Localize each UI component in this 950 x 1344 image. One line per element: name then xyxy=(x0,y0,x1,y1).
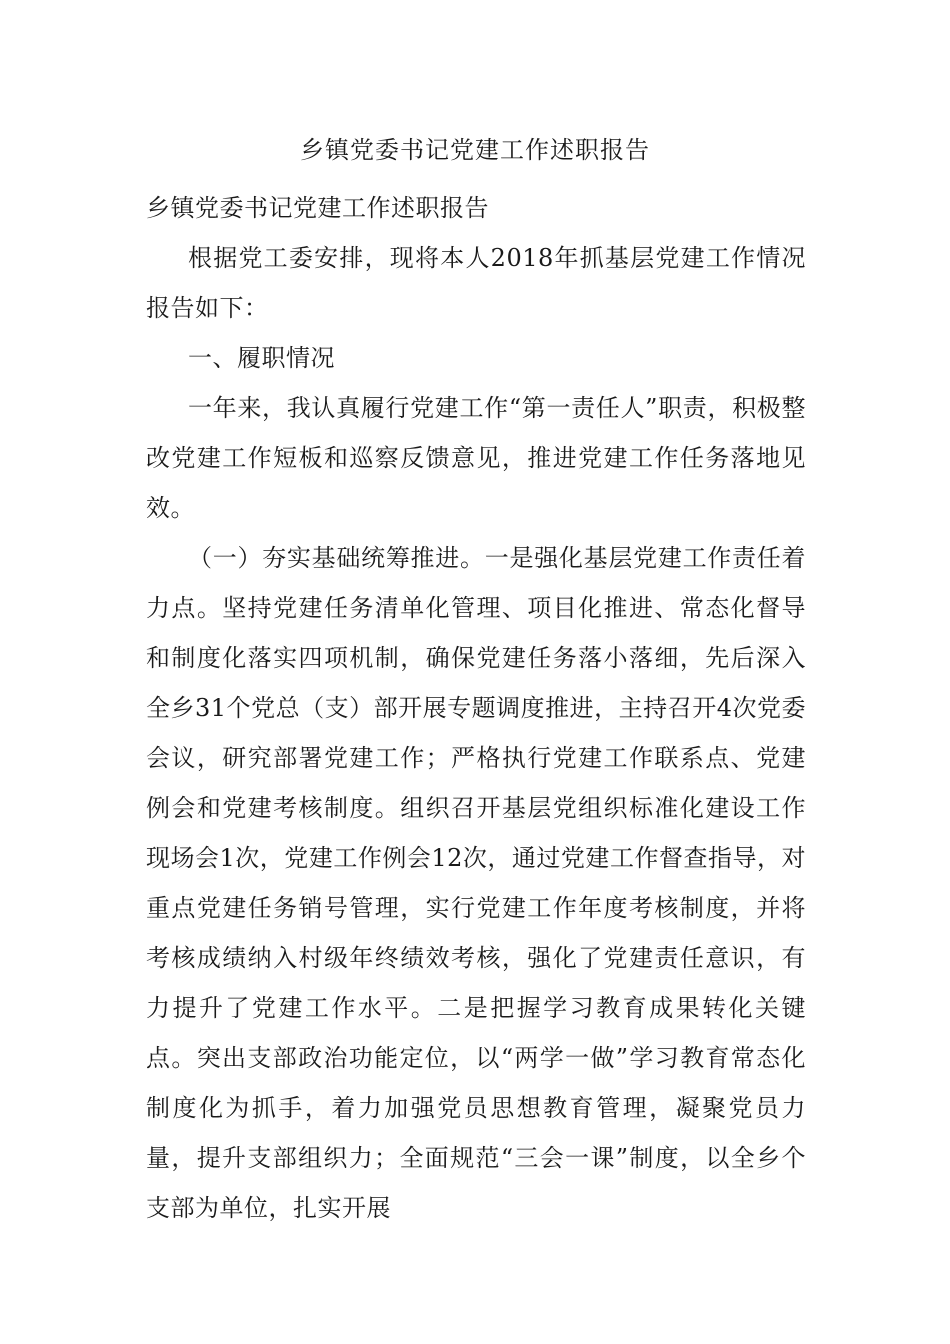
paragraph-intro: 根据党工委安排，现将本人2018年抓基层党建工作情况报告如下： xyxy=(146,244,806,322)
paragraph-detail: （一）夯实基础统筹推进。一是强化基层党建工作责任着力点。坚持党建任务清单化管理、项目化推进、常态化督导和制度化落实四项机制，确保党建任务落小落细，先后深入全乡31个党总（支）部开展专题调度推进，主持召开4次党委会议，研究部署党建工作；严格执行党建工作联系点、党建例会和党建考核制度。组织召开基层党组织标准化建设工作现场会1次，党建工作例会12次，通过党建工作督查指导，对重点党建任务销号管理，实行党建工作年度考核制度，并将考核成绩纳入村级年终绩效考核，强化了党建责任意识，有力提升了党建工作水平。二是把握学习教育成果转化关键点。突出支部政治功能定位，以“两学一做”学习教育常态化制度化为抓手，着力加强党员思想教育管理，凝聚党员力量，提升支部组织力；全面规范“三会一课”制度，以全乡个支部为单位，扎实开展 xyxy=(146,544,806,1222)
paragraph-summary: 一年来，我认真履行党建工作“第一责任人”职责，积极整改党建工作短板和巡察反馈意见，推进党建工作任务落地见效。 xyxy=(146,394,806,522)
section-heading: 一、履职情况 xyxy=(188,344,335,372)
paragraph-subtitle: 乡镇党委书记党建工作述职报告 xyxy=(146,194,489,222)
document-title: 乡镇党委书记党建工作述职报告 xyxy=(300,136,650,164)
document-body xyxy=(146,183,806,1233)
